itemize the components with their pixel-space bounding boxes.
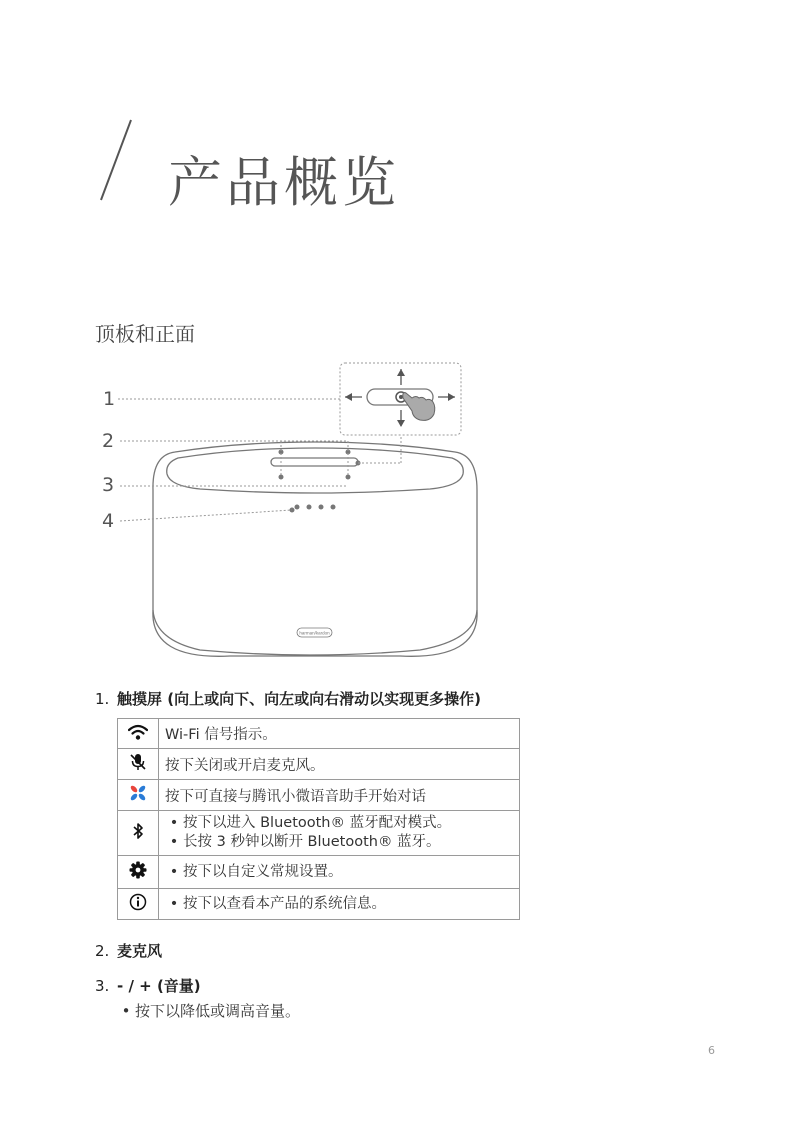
- speaker-body: [153, 442, 477, 655]
- table-row: [118, 719, 520, 749]
- callout-3: 3: [102, 474, 115, 496]
- table-row: [118, 811, 520, 856]
- section-title: 顶板和正面: [95, 322, 195, 346]
- tencent-xiaowei-icon: [128, 783, 148, 803]
- table-row: [118, 856, 520, 889]
- wifi-description: Wi-Fi 信号指示。: [159, 719, 520, 749]
- bluetooth-bullet-1: • 按下以进入 Bluetooth® 蓝牙配对模式。: [165, 814, 519, 833]
- mic-off-icon: [130, 753, 146, 771]
- info-bullet: • 按下以查看本产品的系统信息。: [165, 895, 519, 914]
- item-2-heading: [95, 940, 162, 961]
- wifi-icon: [128, 724, 148, 740]
- settings-bullet: • 按下以自定义常规设置。: [165, 863, 519, 882]
- callout-2: 2: [102, 430, 115, 452]
- table-row: [118, 749, 520, 780]
- callout-4: 4: [102, 510, 115, 532]
- page-number: 6: [708, 1044, 715, 1057]
- item-3-title: - / + (音量): [117, 977, 201, 995]
- touchscreen-feature-table: [117, 718, 520, 920]
- gear-icon: [129, 861, 147, 879]
- speaker-diagram: [0, 355, 793, 665]
- volume-bullet: • 按下以降低或调高音量。: [117, 1000, 300, 1021]
- item-2-title: 麦克风: [117, 942, 163, 960]
- item-2-number: 2.: [95, 942, 110, 960]
- mic-description: 按下关闭或开启麦克风。: [159, 749, 520, 780]
- item-1-number: 1.: [95, 690, 110, 708]
- title-slash-decoration: [96, 118, 136, 202]
- item-3-heading: [95, 975, 201, 996]
- bluetooth-bullet-2: • 长按 3 秒钟以断开 Bluetooth® 蓝牙。: [165, 833, 519, 852]
- top-panel: [167, 448, 464, 493]
- info-icon: [129, 893, 147, 911]
- item-1-heading: [95, 688, 481, 709]
- item-3-number: 3.: [95, 977, 110, 995]
- table-row: [118, 780, 520, 811]
- table-row: [118, 889, 520, 920]
- callout-1: 1: [103, 388, 116, 410]
- speaker-logo: harman/kardon: [299, 630, 330, 636]
- bluetooth-icon: [132, 822, 144, 840]
- item-1-title: 触摸屏 (向上或向下、向左或向右滑动以实现更多操作): [117, 690, 481, 708]
- voice-assistant-description: 按下可直接与腾讯小微语音助手开始对话: [159, 780, 520, 811]
- page-title: 产品概览: [168, 151, 400, 214]
